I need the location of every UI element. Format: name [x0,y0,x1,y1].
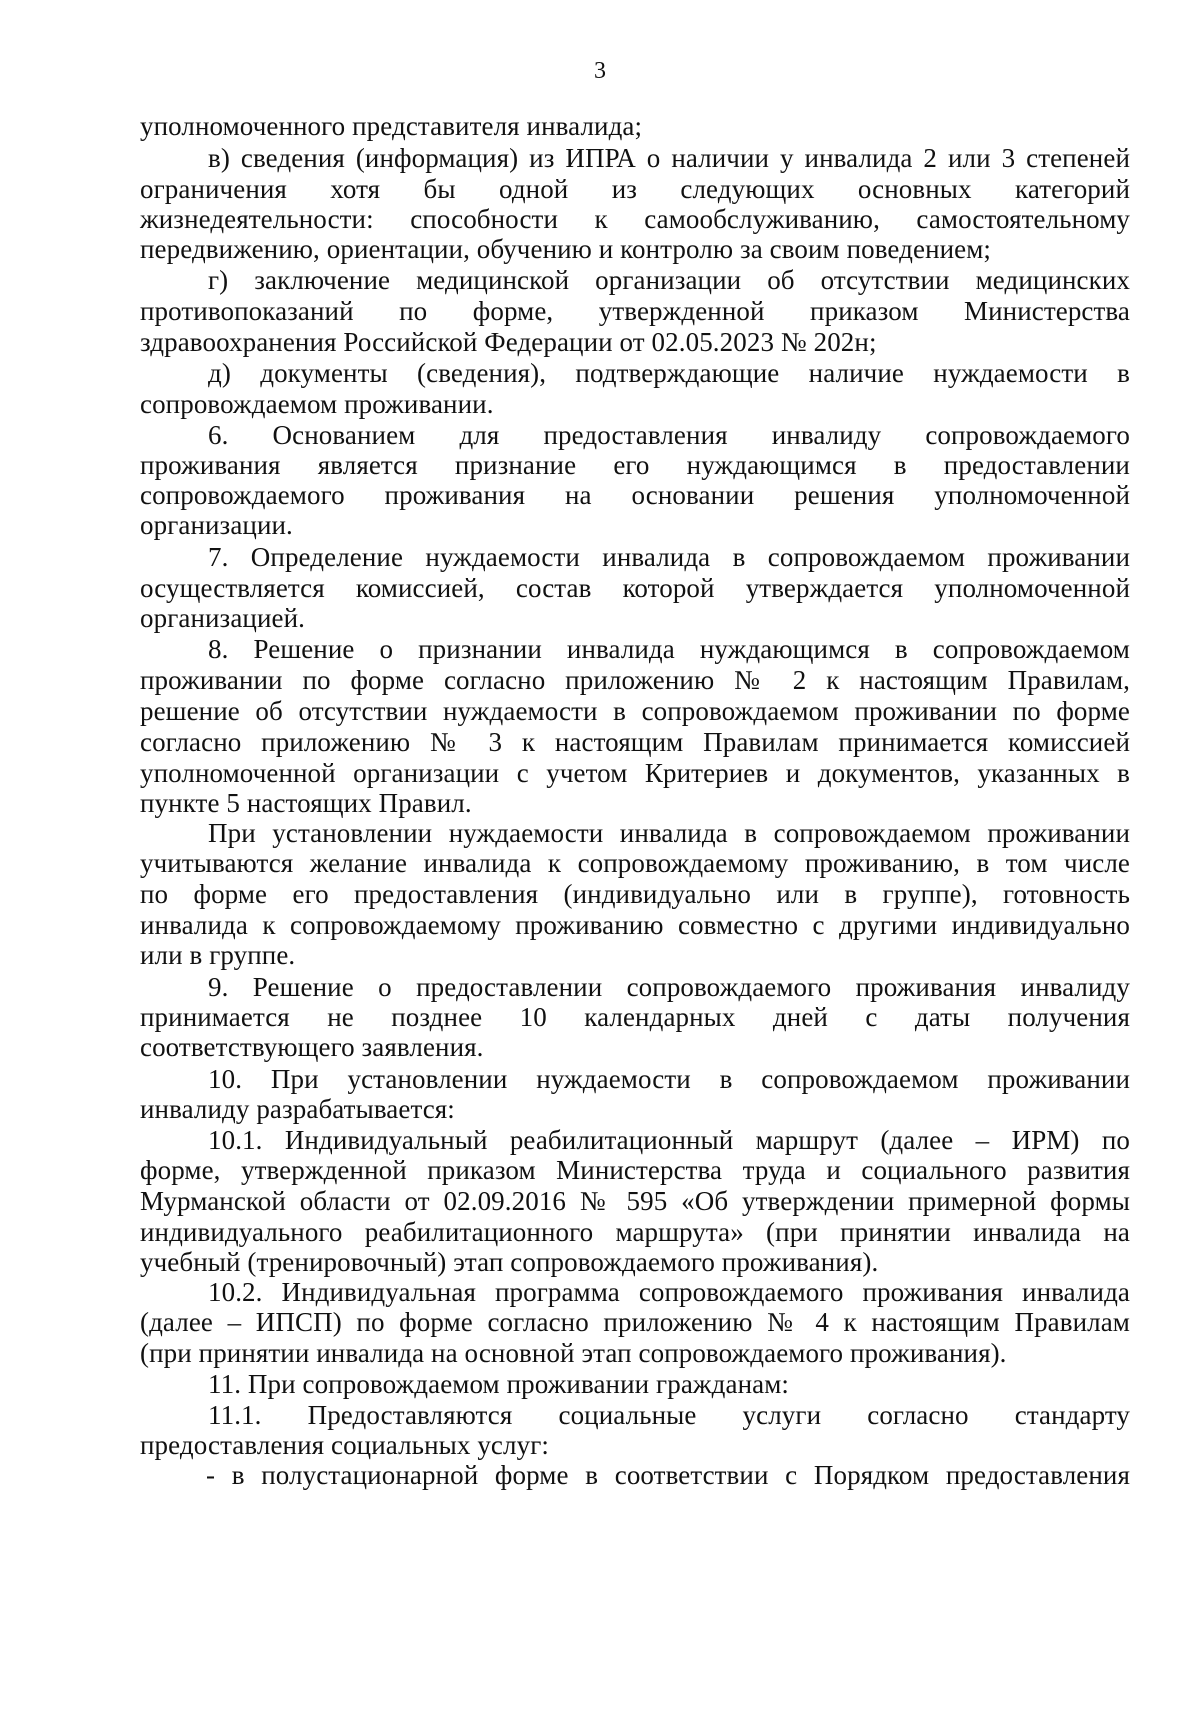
text-line: - в полустационарной форме в соответствии с Порядком предоставления [206,1460,1130,1490]
text-line: (далее – ИПСП) по форме согласно приложению № 4 к настоящим Правилам [140,1307,1130,1337]
text-line: 10.2. Индивидуальная программа сопровождаемого проживания инвалида [208,1277,1130,1307]
text-line: в) сведения (информация) из ИПРА о наличии у инвалида 2 или 3 степеней [208,143,1130,173]
text-line: 8. Решение о признании инвалида нуждающимся в сопровождаемом [208,634,1130,664]
text-line: 7. Определение нуждаемости инвалида в сопровождаемом проживании [208,542,1130,572]
text-line: 10.1. Индивидуальный реабилитационный маршрут (далее – ИРМ) по [208,1125,1130,1155]
text-line: 11. При сопровождаемом проживании гражданам: [208,1369,789,1399]
text-line: индивидуального реабилитационного маршрута» (при принятии инвалида на [140,1217,1130,1247]
text-line: 10. При установлении нуждаемости в сопровождаемом проживании [208,1064,1130,1094]
text-line: (при принятии инвалида на основной этап сопровождаемого проживания). [140,1338,1007,1368]
text-line: инвалида к сопровождаемому проживанию совместно с другими индивидуально [140,910,1130,940]
text-line: уполномоченной организации с учетом Критериев и документов, указанных в [140,758,1130,788]
text-line: сопровождаемого проживания на основании решения уполномоченной [140,480,1130,510]
text-line: осуществляется комиссией, состав которой утверждается уполномоченной [140,573,1130,603]
text-line: организации. [140,510,293,540]
text-line: 6. Основанием для предоставления инвалиду сопровождаемого [208,420,1130,450]
page-number: 3 [593,58,607,84]
text-line: Мурманской области от 02.09.2016 № 595 «Об утверждении примерной формы [140,1186,1130,1216]
text-line: ограничения хотя бы одной из следующих основных категорий [140,174,1130,204]
text-line: 11.1. Предоставляются социальные услуги согласно стандарту [208,1400,1130,1430]
text-line: или в группе. [140,940,296,970]
text-line: д) документы (сведения), подтверждающие наличие нуждаемости в [208,358,1130,388]
text-line: здравоохранения Российской Федерации от 02.05.2023 № 202н; [140,327,877,357]
text-line: принимается не позднее 10 календарных дней с даты получения [140,1002,1130,1032]
text-line: противопоказаний по форме, утвержденной приказом Министерства [140,296,1130,326]
text-line: форме, утвержденной приказом Министерства труда и социального развития [140,1155,1130,1185]
text-line: г) заключение медицинской организации об отсутствии медицинских [208,265,1130,295]
text-line: проживания является признание его нуждающимся в предоставлении [140,450,1130,480]
text-line: жизнедеятельности: способности к самообслуживанию, самостоятельному [140,204,1130,234]
text-line: проживании по форме согласно приложению № 2 к настоящим Правилам, [140,665,1130,695]
text-line: пункте 5 настоящих Правил. [140,788,472,818]
text-line: передвижению, ориентации, обучению и контролю за своим поведением; [140,234,992,264]
text-line: решение об отсутствии нуждаемости в сопровождаемом проживании по форме [140,696,1130,726]
text-line: инвалиду разрабатывается: [140,1094,455,1124]
text-line: соответствующего заявления. [140,1032,484,1062]
text-line: организацией. [140,603,305,633]
text-line: согласно приложению № 3 к настоящим Правилам принимается комиссией [140,727,1130,757]
text-line: 9. Решение о предоставлении сопровождаемого проживания инвалиду [208,972,1130,1002]
text-line: по форме его предоставления (индивидуально или в группе), готовность [140,879,1130,909]
text-line: предоставления социальных услуг: [140,1430,549,1460]
text-line: учитываются желание инвалида к сопровождаемому проживанию, в том числе [140,848,1130,878]
text-line: учебный (тренировочный) этап сопровождаемого проживания). [140,1247,879,1277]
text-line: сопровождаемом проживании. [140,389,494,419]
text-line: уполномоченного представителя инвалида; [140,111,643,141]
text-line: При установлении нуждаемости инвалида в сопровождаемом проживании [208,818,1130,848]
